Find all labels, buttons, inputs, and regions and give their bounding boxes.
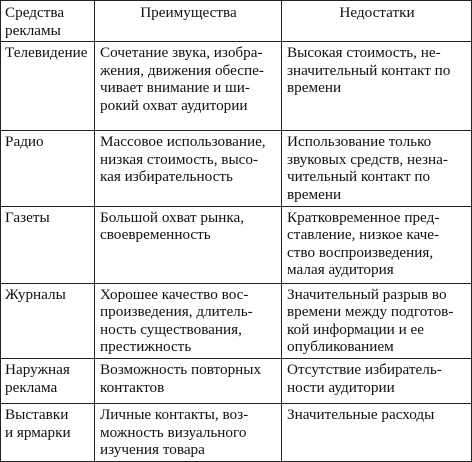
cell-medium: Радио: [1, 131, 95, 206]
cell-advantages: Массовое использование, низкая стоимость, высо- кая избирательность: [95, 131, 282, 206]
cell-medium: Телевидение: [1, 42, 95, 131]
cell-disadvantages: Значительный разрыв во времени между подготов- кой информации и ее опубликованием: [282, 283, 472, 358]
cell-advantages: Личные контакты, воз- можность визуального изучения товара: [95, 403, 282, 461]
cell-disadvantages: Высокая стоимость, не- значительный контакт по времени: [282, 42, 472, 131]
cell-medium: Журналы: [1, 283, 95, 358]
cell-advantages: Большой охват рынка, своевременность: [95, 206, 282, 283]
cell-medium: Наружная реклама: [1, 358, 95, 403]
cell-disadvantages: Использование только звуковых средств, незна- чительный контакт по времени: [282, 131, 472, 206]
cell-disadvantages: Кратковременное пред- ставление, низкое каче- ство воспроизведения, малая аудитория: [282, 206, 472, 283]
table-row: [1, 206, 472, 283]
cell-advantages: Сочетание звука, изобра- жения, движения обеспе- чивает внимание и ши- рокий охват аудитории: [95, 42, 282, 131]
cell-advantages: Возможность повторных контактов: [95, 358, 282, 403]
cell-medium: Газеты: [1, 206, 95, 283]
cell-advantages: Хорошее качество вос- произведения, длитель- ность существования, престижность: [95, 283, 282, 358]
cell-medium: Выставки и ярмарки: [1, 403, 95, 461]
table-row: [1, 358, 472, 403]
header-advantages: Преимущества: [95, 1, 282, 42]
header-disadvantages: Недостатки: [282, 1, 472, 42]
cell-disadvantages: Значительные расходы: [282, 403, 472, 461]
table-row: [1, 131, 472, 206]
table-row: [1, 283, 472, 358]
header-media: Средства рекламы: [1, 1, 95, 42]
table-row: [1, 42, 472, 131]
table-header-row: [1, 1, 472, 42]
table-row: [1, 403, 472, 461]
cell-disadvantages: Отсутствие избиратель- ности аудитории: [282, 358, 472, 403]
